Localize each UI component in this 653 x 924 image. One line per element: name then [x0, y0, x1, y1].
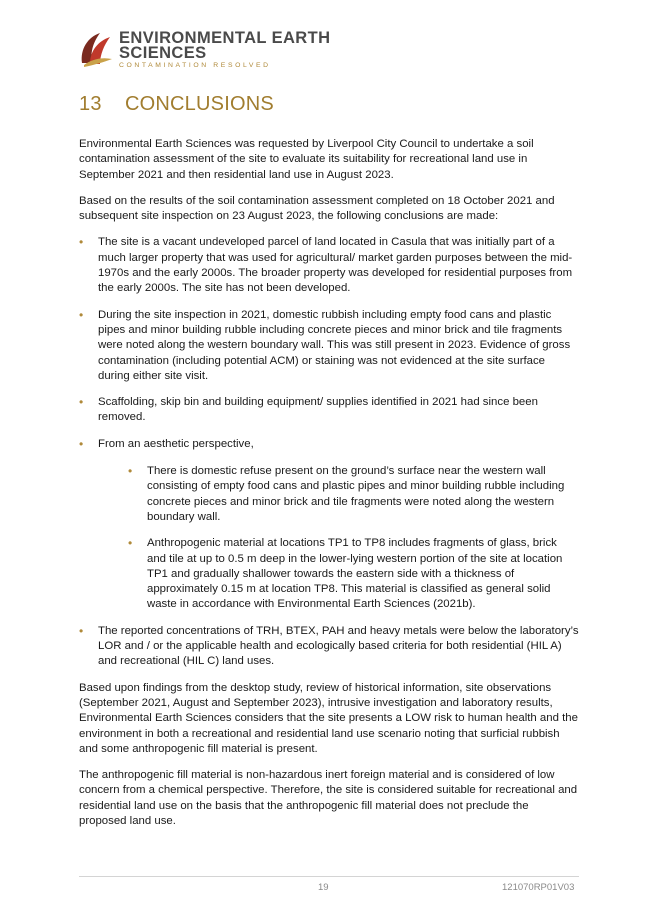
bullet-icon: •	[79, 436, 84, 451]
closing-paragraph: The anthropogenic fill material is non-hazardous inert foreign material and is considered of low concern from a chemical perspective. Therefore, the site is considered suitable for recreational and residential land use on the basis that the anthropogenic fill material does not preclude the proposed land use.	[79, 769, 578, 827]
footer-divider	[79, 876, 579, 877]
section-number: 13	[79, 93, 102, 115]
closing-paragraph: Based upon findings from the desktop study, review of historical information, site observations (September 2021, August and September 2023), intrusive investigation and laboratory results, Environmental Earth Sciences considers that the site presents a LOW risk to human health and the environment in both a recreational and residential land use scenario noting that surficial rubbish and some anthropogenic fill material is present.	[79, 681, 578, 755]
logo-tagline: CONTAMINATION RESOLVED	[119, 62, 271, 69]
list-item-text: The reported concentrations of TRH, BTEX, PAH and heavy metals were below the laboratory’s LOR and / or the applicable health and ecologically based criteria for both residential (HIL A) and recreational (HIL C) land uses.	[98, 624, 579, 668]
intro-paragraph: Environmental Earth Sciences was requested by Liverpool City Council to undertake a soil contamination assessment of the site to evaluate its suitability for recreational land use in September 2021 and then residential land use in August 2023.	[79, 138, 534, 181]
page-number: 19	[318, 882, 329, 893]
list-item	[79, 308, 579, 384]
list-item-text: The site is a vacant undeveloped parcel of land located in Casula that was initially part of a much larger property that was used for agricultural/ market garden purposes between the mid-1970s and the early 2000s. The broader property was developed for residential purposes from the early 2000s. The site has not been developed.	[98, 236, 573, 295]
company-logo	[78, 29, 338, 73]
leaf-logo-icon	[78, 29, 114, 69]
logo-wordmark	[119, 31, 330, 71]
section-body	[79, 137, 579, 840]
sub-list-item-text: There is domestic refuse present on the ground’s surface near the western wall consisting of empty food cans and plastic pipes and minor building rubble including concrete pieces and minor brick and tile fragments were noted along the western boundary wall.	[147, 465, 565, 523]
bullet-icon: •	[128, 536, 133, 551]
list-item-text: From an aesthetic perspective,	[98, 437, 254, 450]
list-item	[79, 235, 579, 296]
list-item	[79, 395, 579, 426]
conclusions-list	[79, 235, 579, 669]
bullet-icon: •	[79, 395, 84, 410]
sub-list-item-text: Anthropogenic material at locations TP1 to TP8 includes fragments of glass, brick and tile at up to 0.5 m deep in the lower-lying western portion of the site at location TP1 and gradually shallower towards the eastern side with a thickness of approximately 0.15 m at location TP8. This material is classified as general solid waste in accordance with Environmental Earth Sciences (2021b).	[147, 537, 563, 611]
list-item-text: During the site inspection in 2021, domestic rubbish including empty food cans and plastic pipes and minor building rubble including concrete pieces and minor brick and tile fragments were noted along the western boundary wall. This was still present in 2023. Evidence of gross contamination (including potential ACM) or staining was not evidenced at the site surface during either site visit.	[98, 308, 571, 382]
bullet-icon: •	[79, 623, 84, 638]
intro-paragraph: Based on the results of the soil contamination assessment completed on 18 October 2021 and subsequent site inspection on 23 August 2023, the following conclusions are made:	[79, 194, 555, 223]
list-item	[79, 624, 579, 670]
list-item	[79, 437, 579, 613]
bullet-icon: •	[79, 235, 84, 250]
logo-line-1: ENVIRONMENTAL EARTH	[119, 29, 331, 47]
sub-list-item	[128, 464, 579, 525]
section-title: CONCLUSIONS	[125, 93, 274, 115]
section-heading	[79, 93, 274, 116]
sub-list-item	[128, 536, 579, 612]
bullet-icon: •	[79, 307, 84, 322]
logo-line-2: SCIENCES	[119, 44, 207, 62]
aesthetic-sublist	[98, 464, 579, 613]
bullet-icon: •	[128, 464, 133, 479]
document-reference: 121070RP01V03	[502, 882, 575, 893]
list-item-text: Scaffolding, skip bin and building equipment/ supplies identified in 2021 had since been removed.	[98, 396, 538, 424]
